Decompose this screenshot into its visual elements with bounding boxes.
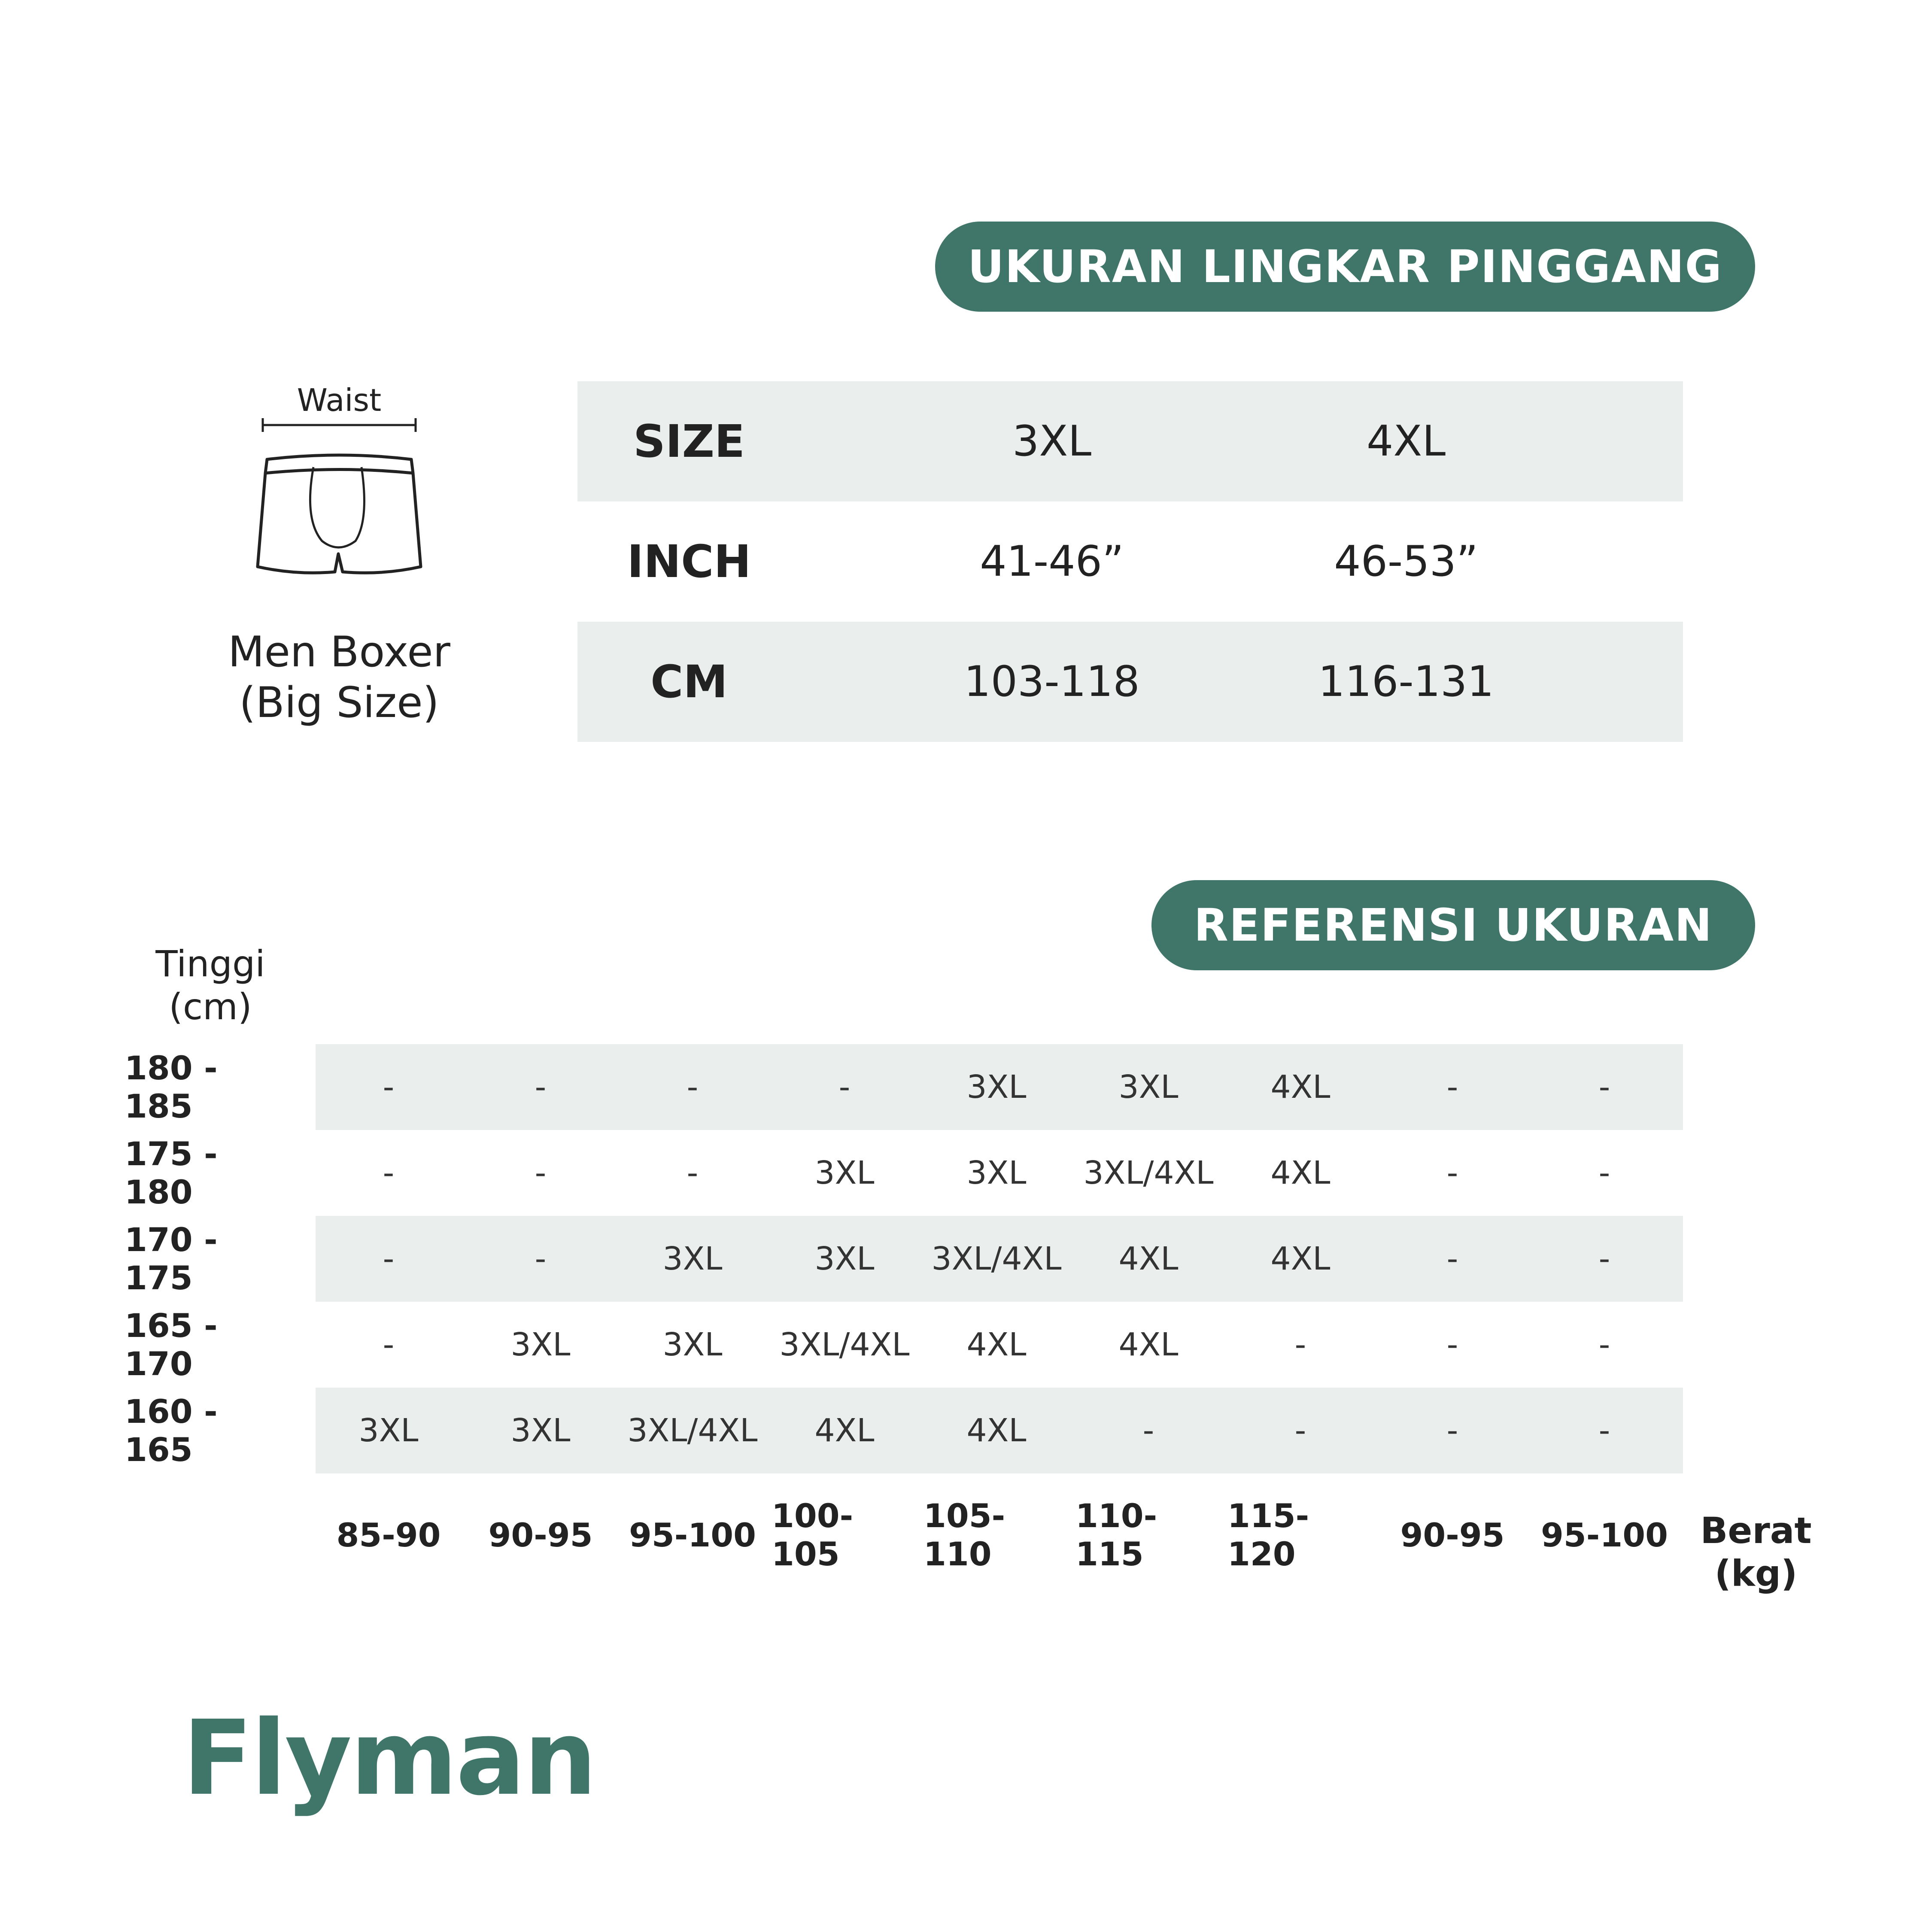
waist-cm-3xl: 103-118: [964, 657, 1140, 706]
height-range-label: 175 - 180: [125, 1135, 218, 1211]
waist-inch-3xl: 41-46”: [980, 537, 1124, 586]
size-cell: -: [838, 1069, 851, 1106]
size-cell: -: [535, 1240, 547, 1277]
height-range-label: 170 - 175: [125, 1221, 218, 1297]
height-axis-label-line2: (cm): [169, 986, 252, 1028]
size-cell: -: [687, 1069, 699, 1106]
size-cell: 3XL: [510, 1412, 571, 1449]
size-cell: 4XL: [1270, 1069, 1331, 1106]
size-cell: -: [1294, 1412, 1306, 1449]
size-cell: 4XL: [1270, 1240, 1331, 1277]
weight-axis-label: [1692, 1509, 1820, 1595]
product-name-line2: (Big Size): [239, 678, 439, 727]
waist-size-4xl: 4XL: [1366, 417, 1446, 466]
size-cell: 3XL: [1118, 1069, 1179, 1106]
weight-range-label: 90-95: [1400, 1516, 1505, 1554]
height-axis-label-line1: Tinggi: [155, 943, 265, 985]
size-cell: 4XL: [1118, 1326, 1179, 1363]
size-cell: -: [383, 1240, 395, 1277]
size-cell: 3XL: [662, 1326, 723, 1363]
size-cell: -: [687, 1154, 699, 1191]
size-cell: -: [383, 1069, 395, 1106]
waist-row-label: INCH: [627, 535, 751, 588]
waist-cm-4xl: 116-131: [1318, 657, 1494, 706]
size-cell: -: [1142, 1412, 1154, 1449]
weight-range-label: 85-90: [336, 1516, 441, 1554]
waist-row-label: CM: [650, 656, 728, 708]
weight-range-label: 95-100: [1541, 1516, 1668, 1554]
product-name: [185, 627, 494, 728]
weight-axis-label-line2: (kg): [1714, 1552, 1798, 1595]
size-cell: -: [383, 1154, 395, 1191]
size-cell: -: [1446, 1412, 1458, 1449]
size-cell: 3XL: [966, 1069, 1027, 1106]
size-cell: 3XL/4XL: [627, 1412, 758, 1449]
size-cell: -: [1294, 1326, 1306, 1363]
size-cell: 3XL: [814, 1240, 875, 1277]
size-cell: 4XL: [1118, 1240, 1179, 1277]
size-cell: 4XL: [814, 1412, 875, 1449]
weight-range-label: 115-120: [1227, 1497, 1309, 1573]
weight-axis-label-line1: Berat: [1700, 1510, 1812, 1552]
size-cell: 3XL/4XL: [779, 1326, 910, 1363]
size-cell: -: [1446, 1069, 1458, 1106]
size-cell: 3XL: [662, 1240, 723, 1277]
size-cell: 4XL: [1270, 1154, 1331, 1191]
size-cell: -: [383, 1326, 395, 1363]
waist-size-3xl: 3XL: [1012, 417, 1092, 466]
size-cell: -: [1446, 1326, 1458, 1363]
size-cell: 3XL: [814, 1154, 875, 1191]
brand-logo: Flyman: [182, 1698, 595, 1818]
size-cell: -: [1598, 1069, 1610, 1106]
product-name-line1: Men Boxer: [228, 628, 450, 677]
height-range-label: 160 - 165: [125, 1392, 218, 1469]
height-range-label: 165 - 170: [125, 1306, 218, 1383]
size-cell: -: [1598, 1154, 1610, 1191]
waist-label: Waist: [297, 382, 382, 418]
weight-range-label: 90-95: [488, 1516, 593, 1554]
height-axis-label: [129, 942, 292, 1028]
weight-range-label: 105-110: [923, 1497, 1005, 1573]
size-cell: 4XL: [966, 1326, 1027, 1363]
size-cell: -: [535, 1069, 547, 1106]
size-cell: -: [1598, 1412, 1610, 1449]
waist-row-label: SIZE: [633, 415, 745, 468]
height-range-label: 180 - 185: [125, 1049, 218, 1125]
weight-range-label: 110-115: [1075, 1497, 1157, 1573]
waist-section-title: UKURAN LINGKAR PINGGANG: [935, 222, 1755, 312]
weight-range-label: 95-100: [629, 1516, 756, 1554]
size-cell: 3XL/4XL: [931, 1240, 1062, 1277]
size-cell: -: [1446, 1154, 1458, 1191]
size-cell: -: [1598, 1240, 1610, 1277]
waist-inch-4xl: 46-53”: [1334, 537, 1478, 586]
size-cell: 3XL: [358, 1412, 419, 1449]
size-cell: -: [535, 1154, 547, 1191]
size-cell: 3XL: [510, 1326, 571, 1363]
size-cell: 3XL/4XL: [1083, 1154, 1214, 1191]
reference-section-title: REFERENSI UKURAN: [1151, 880, 1755, 970]
size-cell: 4XL: [966, 1412, 1027, 1449]
weight-range-label: 100-105: [772, 1497, 854, 1573]
size-cell: -: [1446, 1240, 1458, 1277]
boxer-illustration-icon: [240, 378, 438, 592]
size-cell: -: [1598, 1326, 1610, 1363]
size-cell: 3XL: [966, 1154, 1027, 1191]
